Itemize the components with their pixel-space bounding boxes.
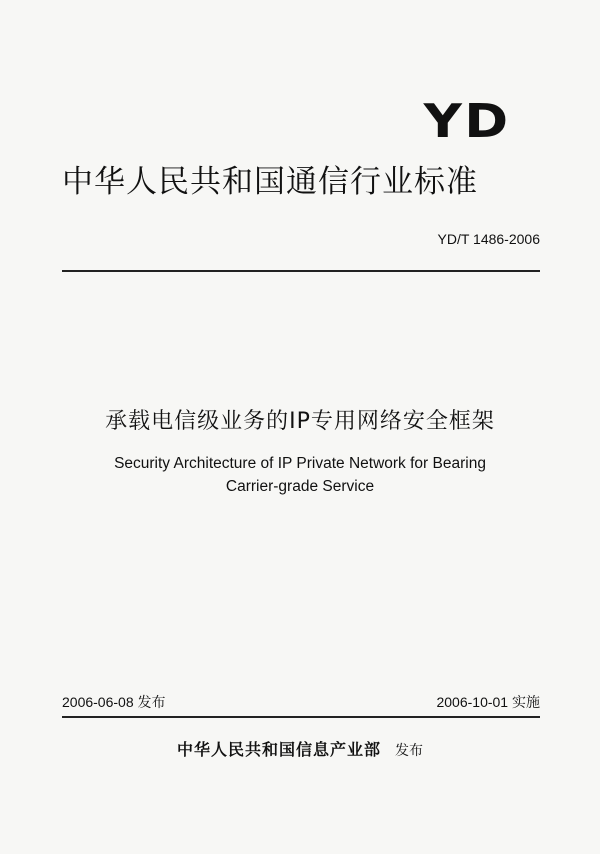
bottom-divider <box>62 716 540 718</box>
document-title-english-line2: Carrier-grade Service <box>225 478 375 495</box>
issue-date: 2006-06-08 发布 <box>62 694 166 710</box>
publish-verb: 发布 <box>395 743 423 759</box>
yd-logo: YD <box>423 94 510 148</box>
publisher-name: 中华人民共和国信息产业部 <box>176 740 381 759</box>
document-title-english-line1: Security Architecture of IP Private Network for Bearing <box>114 455 486 472</box>
top-divider <box>62 270 540 272</box>
document-title-chinese: 承载电信级业务的IP专用网络安全框架 <box>105 409 495 434</box>
publisher-line <box>0 740 600 760</box>
document-title-english <box>0 452 600 498</box>
standard-number: YD/T 1486-2006 <box>437 231 540 247</box>
effective-date: 2006-10-01 实施 <box>436 694 540 710</box>
standard-category-title: 中华人民共和国通信行业标准 <box>62 164 478 200</box>
